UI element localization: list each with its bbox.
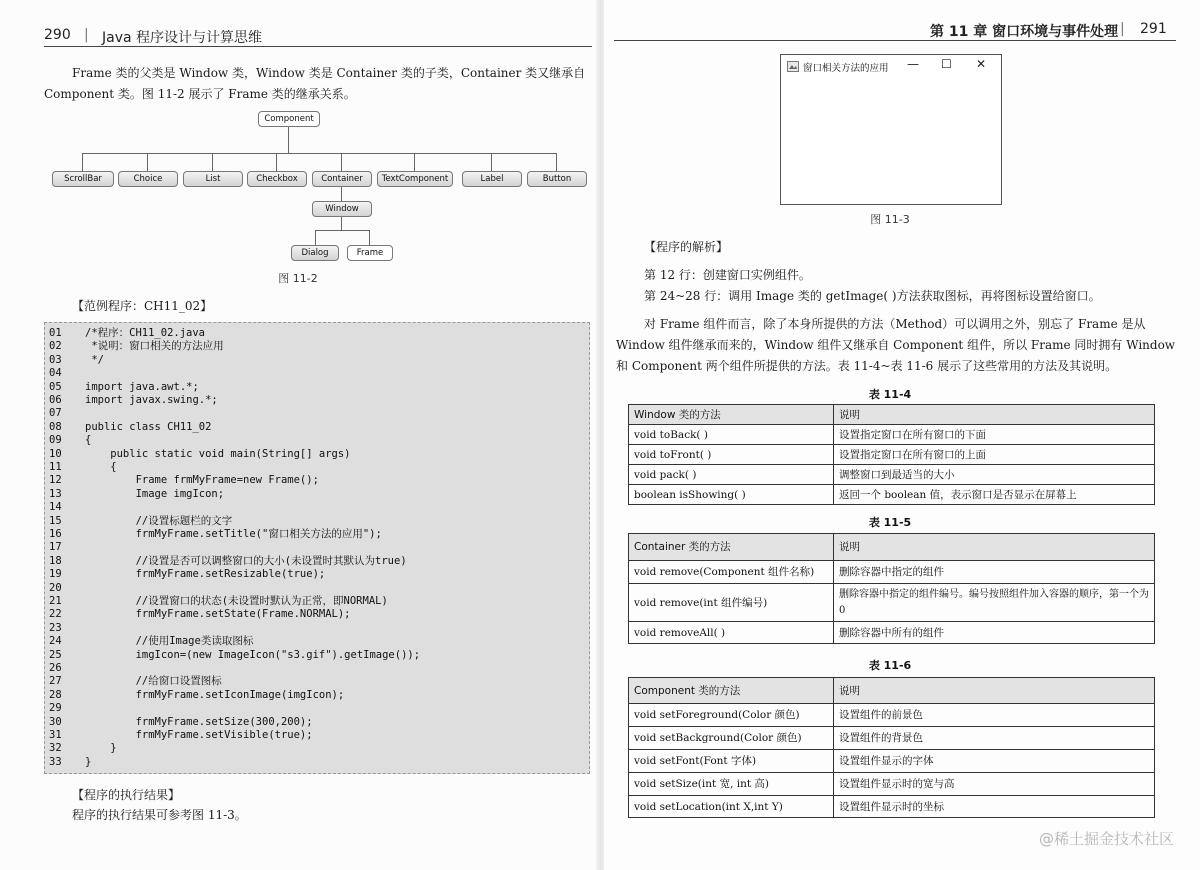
connector	[369, 230, 370, 245]
node-textcomponent: TextComponent	[377, 171, 453, 187]
header-cell: Container 类的方法	[629, 534, 834, 561]
code-text: *说明：窗口相关的方法应用	[85, 340, 224, 353]
table-row	[629, 704, 1155, 727]
line-number: 31	[49, 729, 62, 741]
close-icon: ✕	[976, 57, 987, 71]
node-label: Label	[462, 171, 522, 187]
description-cell: 返回一个 boolean 值，表示窗口是否显示在屏幕上	[834, 485, 1155, 505]
table-row	[629, 750, 1155, 773]
table-11-5	[628, 533, 1155, 644]
right-page	[604, 0, 1200, 870]
connector	[276, 153, 277, 171]
description-cell: 删除容器中所有的组件	[834, 622, 1155, 644]
inheritance-diagram	[0, 0, 600, 290]
method-cell: void setBackground(Color 颜色)	[629, 727, 834, 750]
description-cell: 设置组件显示的字体	[834, 750, 1155, 773]
header-separator: |	[1120, 21, 1125, 37]
intro-line-2: Component 类。图 11-2 展示了 Frame 类的继承关系。	[44, 87, 356, 101]
code-text: Image imgIcon;	[85, 487, 225, 500]
code-text: }	[85, 755, 92, 768]
code-text: //设置窗口的状态(未设置时默认为正常，即NORMAL)	[85, 595, 388, 607]
figure-caption-11-3: 图 11-3	[870, 213, 910, 226]
line-number: 20	[49, 581, 62, 594]
code-text: {	[85, 461, 117, 473]
table-row	[629, 622, 1155, 644]
header-cell: 说明	[834, 534, 1155, 561]
node-container: Container	[312, 171, 372, 187]
code-text: //使用Image类读取图标	[85, 635, 254, 648]
analysis-line-2: 第 24~28 行：调用 Image 类的 getImage( )方法获取图标，再将图标设置给窗口。	[644, 289, 1101, 303]
maximize-icon: ☐	[941, 57, 952, 71]
method-cell: void setFont(Font 字体)	[629, 750, 834, 773]
line-number: 10	[49, 447, 62, 460]
window-figure	[780, 54, 1002, 205]
node-choice: Choice	[118, 171, 178, 187]
table-row	[629, 465, 1155, 485]
description-cell: 设置组件显示时的宽与高	[834, 773, 1155, 796]
node-button: Button	[527, 171, 587, 187]
table-11-4	[628, 404, 1155, 505]
line-number: 21	[49, 595, 62, 607]
method-cell: void setForeground(Color 颜色)	[629, 704, 834, 727]
page-number: 290	[44, 27, 71, 43]
line-number: 29	[49, 702, 62, 715]
code-text: }	[85, 742, 117, 755]
method-cell: void remove(int 组件编号)	[629, 584, 834, 622]
description-cell: 调整窗口到最适当的大小	[834, 465, 1155, 485]
header-cell: 说明	[834, 405, 1155, 425]
analysis-line-1: 第 12 行：创建窗口实例组件。	[644, 268, 811, 282]
method-cell: boolean isShowing( )	[629, 485, 834, 505]
code-text: import javax.swing.*;	[85, 394, 218, 406]
method-cell: void toBack( )	[629, 425, 834, 445]
line-number: 26	[49, 662, 62, 674]
body-line-1: 对 Frame 组件而言，除了本身所提供的方法（Method）可以调用之外，别忘了 Frame 是从	[644, 317, 1146, 331]
body-line-3: 和 Component 两个组件所提供的方法。表 11-4~表 11-6 展示了这些常用的方法及其说明。	[616, 359, 1118, 373]
line-number: 25	[49, 648, 62, 661]
code-text: {	[85, 434, 92, 447]
line-number: 04	[49, 367, 62, 380]
line-number: 32	[49, 742, 62, 755]
example-label: 【范例程序：CH11_02】	[72, 299, 213, 313]
analysis-label: 【程序的解析】	[644, 240, 729, 254]
line-number: 11	[49, 461, 62, 473]
table-header-row	[629, 678, 1155, 704]
line-number: 16	[49, 528, 62, 540]
description-cell: 删除容器中指定的组件	[834, 561, 1155, 584]
watermark: @稀土掘金技术社区	[1038, 830, 1174, 848]
line-number: 18	[49, 554, 62, 567]
result-label: 【程序的执行结果】	[72, 788, 181, 802]
line-number: 02	[49, 340, 62, 353]
connector	[414, 153, 415, 171]
code-text: //设置标题栏的文字	[85, 514, 233, 527]
description-cell: 设置指定窗口在所有窗口的下面	[834, 425, 1155, 445]
code-text: frmMyFrame.setResizable(true);	[85, 568, 326, 581]
method-cell: void setSize(int 宽, int 高)	[629, 773, 834, 796]
code-text: //给窗口设置图标	[85, 675, 222, 688]
line-number: 30	[49, 715, 62, 728]
node-window: Window	[312, 201, 372, 217]
line-number: 09	[49, 434, 62, 447]
line-number: 33	[49, 755, 62, 768]
line-number: 07	[49, 407, 62, 420]
method-cell: void pack( )	[629, 465, 834, 485]
code-text: public class CH11_02	[85, 420, 212, 433]
java-app-icon	[787, 61, 799, 72]
description-cell: 设置组件的前景色	[834, 704, 1155, 727]
connector	[341, 186, 342, 201]
header-separator: |	[84, 27, 89, 43]
table-11-6-caption: 表 11-6	[868, 659, 912, 672]
table-row	[629, 727, 1155, 750]
line-number: 19	[49, 568, 62, 581]
table-row	[629, 561, 1155, 584]
code-text: frmMyFrame.setVisible(true);	[85, 729, 313, 741]
connector	[315, 230, 369, 231]
code-text: frmMyFrame.setTitle("窗口相关方法的应用");	[85, 528, 382, 540]
header-cell: Component 类的方法	[629, 678, 834, 704]
connector	[82, 153, 83, 171]
connector	[212, 153, 213, 171]
node-scrollbar: ScrollBar	[52, 171, 114, 187]
table-11-5-caption: 表 11-5	[868, 516, 912, 529]
code-text: frmMyFrame.setSize(300,200);	[85, 715, 313, 728]
chapter-title: 第 11 章 窗口环境与事件处理	[930, 24, 1119, 40]
method-cell: void removeAll( )	[629, 622, 834, 644]
description-cell: 删除容器中指定的组件编号。编号按照组件加入容器的顺序，第一个为 0	[834, 584, 1155, 622]
line-number: 17	[49, 541, 62, 554]
line-number: 14	[49, 501, 62, 514]
table-header-row	[629, 534, 1155, 561]
table-11-6	[628, 677, 1155, 818]
code-listing	[44, 322, 590, 774]
node-dialog: Dialog	[291, 245, 339, 261]
code-text: //设置是否可以调整窗口的大小(未设置时其默认为true)	[85, 554, 407, 567]
connector	[341, 216, 342, 230]
connector	[147, 153, 148, 171]
method-cell: void remove(Component 组件名称)	[629, 561, 834, 584]
code-text: frmMyFrame.setState(Frame.NORMAL);	[85, 608, 351, 621]
line-number: 08	[49, 420, 62, 433]
page-number: 291	[1140, 21, 1167, 37]
description-cell: 设置组件显示时的坐标	[834, 796, 1155, 818]
code-text: frmMyFrame.setIconImage(imgIcon);	[85, 688, 345, 701]
connector	[288, 127, 289, 153]
line-number: 15	[49, 514, 62, 527]
method-cell: void toFront( )	[629, 445, 834, 465]
node-list: List	[183, 171, 243, 187]
table-row	[629, 773, 1155, 796]
method-cell: void setLocation(int X,int Y)	[629, 796, 834, 818]
node-checkbox: Checkbox	[247, 171, 307, 187]
code-text: import java.awt.*;	[85, 380, 199, 393]
figure-caption-11-2: 图 11-2	[278, 272, 318, 285]
description-cell: 设置组件的背景色	[834, 727, 1155, 750]
window-title: 窗口相关方法的应用	[803, 63, 889, 74]
connector	[341, 153, 342, 171]
line-number: 12	[49, 474, 62, 487]
header-cell: 说明	[834, 678, 1155, 704]
line-number: 22	[49, 608, 62, 621]
line-number: 24	[49, 635, 62, 648]
description-cell: 设置指定窗口在所有窗口的上面	[834, 445, 1155, 465]
code-text: imgIcon=(new ImageIcon("s3.gif").getImage());	[85, 648, 421, 661]
line-number: 28	[49, 688, 62, 701]
table-11-4-caption: 表 11-4	[868, 388, 912, 401]
table-row	[629, 425, 1155, 445]
body-line-2: Window 组件继承而来的，Window 组件又继承自 Component 组件，所以 Frame 同时拥有 Window	[616, 338, 1176, 352]
connector	[82, 153, 556, 154]
code-text: */	[85, 353, 104, 366]
line-number: 23	[49, 621, 62, 634]
code-text: Frame frmMyFrame=new Frame();	[85, 474, 319, 487]
minimize-icon: —	[907, 57, 919, 71]
code-text: /*程序：CH11_02.java	[85, 327, 206, 339]
line-number: 13	[49, 487, 62, 500]
intro-line-1: Frame 类的父类是 Window 类，Window 类是 Container 类的子类，Container 类又继承自	[72, 66, 586, 80]
connector	[491, 153, 492, 171]
table-row	[629, 445, 1155, 465]
window-titlebar	[781, 55, 1001, 79]
line-number: 01	[49, 327, 62, 339]
table-row	[629, 485, 1155, 505]
book-title: Java 程序设计与计算思维	[102, 30, 263, 46]
line-number: 27	[49, 675, 62, 688]
connector	[556, 153, 557, 171]
line-number: 03	[49, 353, 62, 366]
header-cell: Window 类的方法	[629, 405, 834, 425]
table-header-row	[629, 405, 1155, 425]
node-frame: Frame	[347, 245, 393, 261]
node-component: Component	[258, 111, 320, 127]
connector	[315, 230, 316, 245]
header-rule	[614, 40, 1176, 41]
line-number: 05	[49, 380, 62, 393]
line-number: 06	[49, 394, 62, 406]
table-row	[629, 584, 1155, 622]
result-text: 程序的执行结果可参考图 11-3。	[72, 808, 247, 822]
code-text: public static void main(String[] args)	[85, 447, 351, 460]
table-row	[629, 796, 1155, 818]
